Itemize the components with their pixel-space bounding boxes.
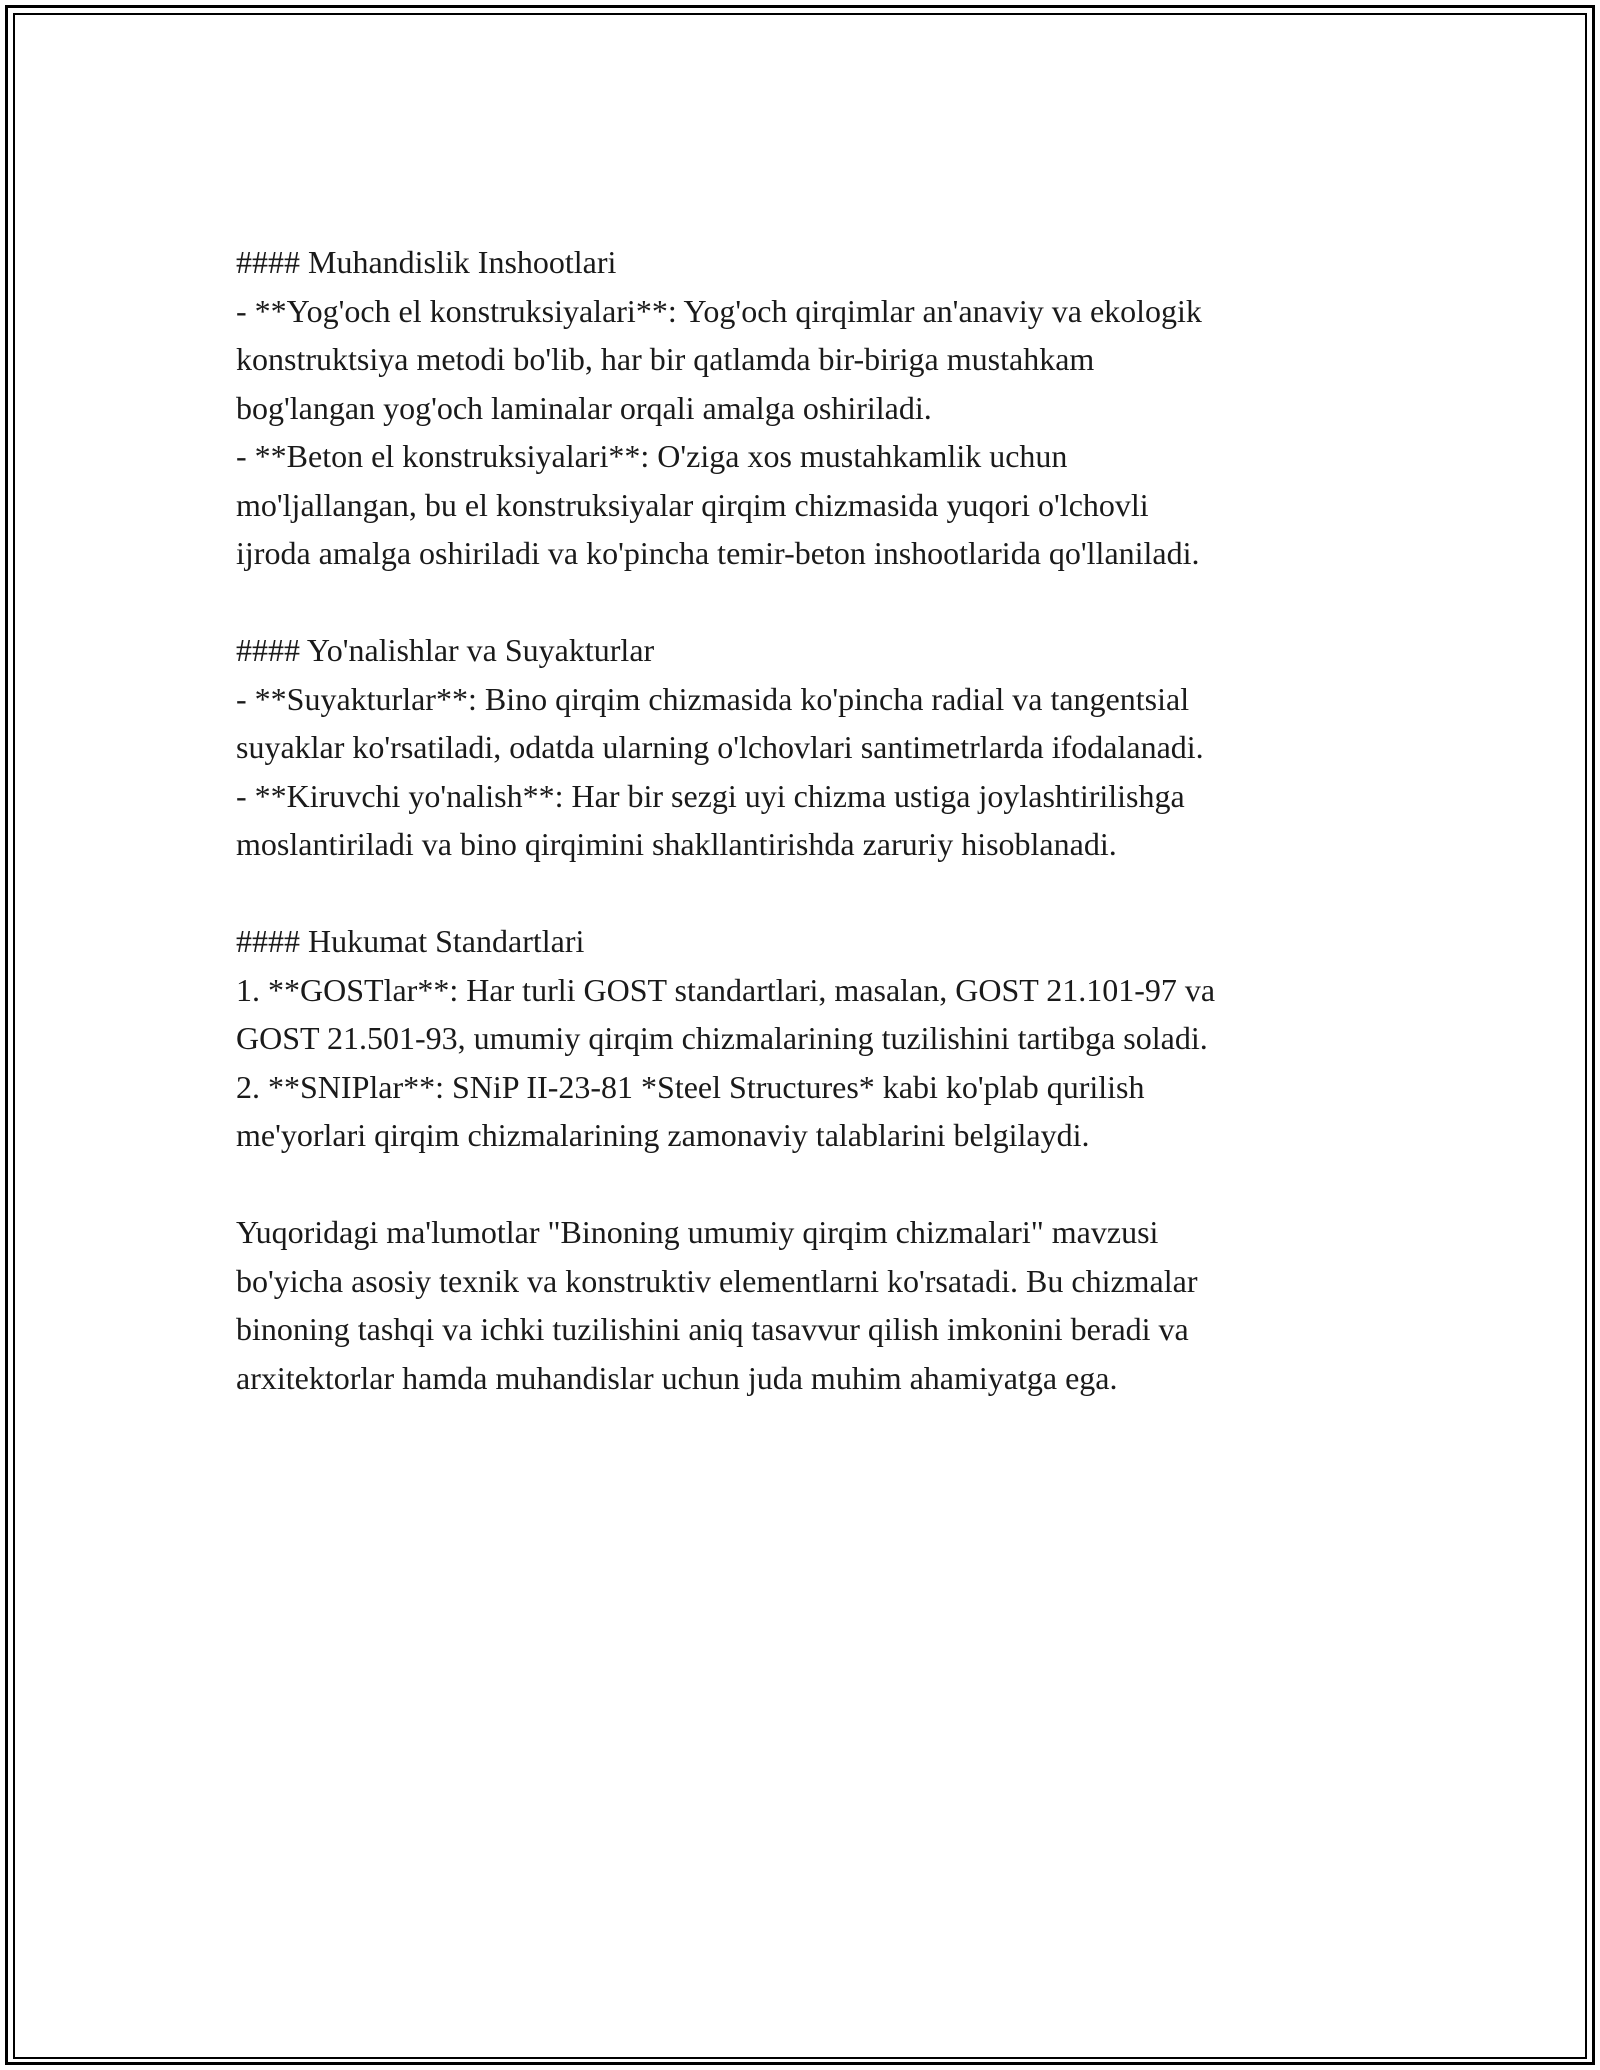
paragraph-line: ijroda amalga oshiriladi va ko'pincha temir-beton inshootlarida qo'llaniladi. [236,535,1200,571]
section-heading: #### Muhandislik Inshootlari [236,244,617,280]
paragraph-gap [236,578,1366,627]
paragraph-gap [236,869,1366,918]
paragraph-line: - **Kiruvchi yo'nalish**: Har bir sezgi uyi chizma ustiga joylashtirilishga [236,777,1185,814]
section-engineering-structures [236,238,1366,578]
section-directions [236,626,1366,869]
document-body [236,238,1366,1402]
paragraph-line: 1. **GOSTlar**: Har turli GOST standartlari, masalan, GOST 21.101-97 va [236,971,1216,1008]
paragraph-line: moslantiriladi va bino qirqimini shakllantirishda zaruriy hisoblanadi. [236,826,1117,862]
paragraph-line: - **Suyakturlar**: Bino qirqim chizmasida ko'pincha radial va tangentsial [236,680,1190,717]
section-government-standards [236,917,1366,1160]
paragraph-line: me'yorlari qirqim chizmalarining zamonaviy talablarini belgilaydi. [236,1117,1090,1153]
paragraph-line: binoning tashqi va ichki tuzilishini aniq tasavvur qilish imkonini beradi va [236,1311,1189,1347]
paragraph-line: mo'ljallangan, bu el konstruksiyalar qirqim chizmasida yuqori o'lchovli [236,486,1149,523]
paragraph-line: bo'yicha asosiy texnik va konstruktiv elementlarni ko'rsatadi. Bu chizmalar [236,1262,1198,1299]
paragraph-line: suyaklar ko'rsatiladi, odatda ularning o'lchovlari santimetrlarda ifodalanadi. [236,729,1204,765]
paragraph-gap [236,1160,1366,1209]
paragraph-line: - **Beton el konstruksiyalari**: O'ziga xos mustahkamlik uchun [236,438,1068,474]
section-heading: #### Yo'nalishlar va Suyakturlar [236,632,655,668]
paragraph-line: arxitektorlar hamda muhandislar uchun juda muhim ahamiyatga ega. [236,1359,1118,1396]
paragraph-line: - **Yog'och el konstruksiyalari**: Yog'och qirqimlar an'anaviy va ekologik [236,292,1202,329]
paragraph-line: konstruktsiya metodi bo'lib, har bir qatlamda bir-biriga mustahkam [236,341,1095,377]
paragraph-line: GOST 21.501-93, umumiy qirqim chizmalarining tuzilishini tartibga soladi. [236,1020,1208,1056]
paragraph-line: bog'langan yog'och laminalar orqali amalga oshiriladi. [236,389,932,426]
paragraph-line: Yuqoridagi ma'lumotlar "Binoning umumiy qirqim chizmalari" mavzusi [236,1214,1159,1250]
conclusion-paragraph [236,1208,1366,1402]
section-heading: #### Hukumat Standartlari [236,923,585,959]
paragraph-line: 2. **SNIPlar**: SNiP II-23-81 *Steel Structures* kabi ko'plab qurilish [236,1068,1145,1105]
